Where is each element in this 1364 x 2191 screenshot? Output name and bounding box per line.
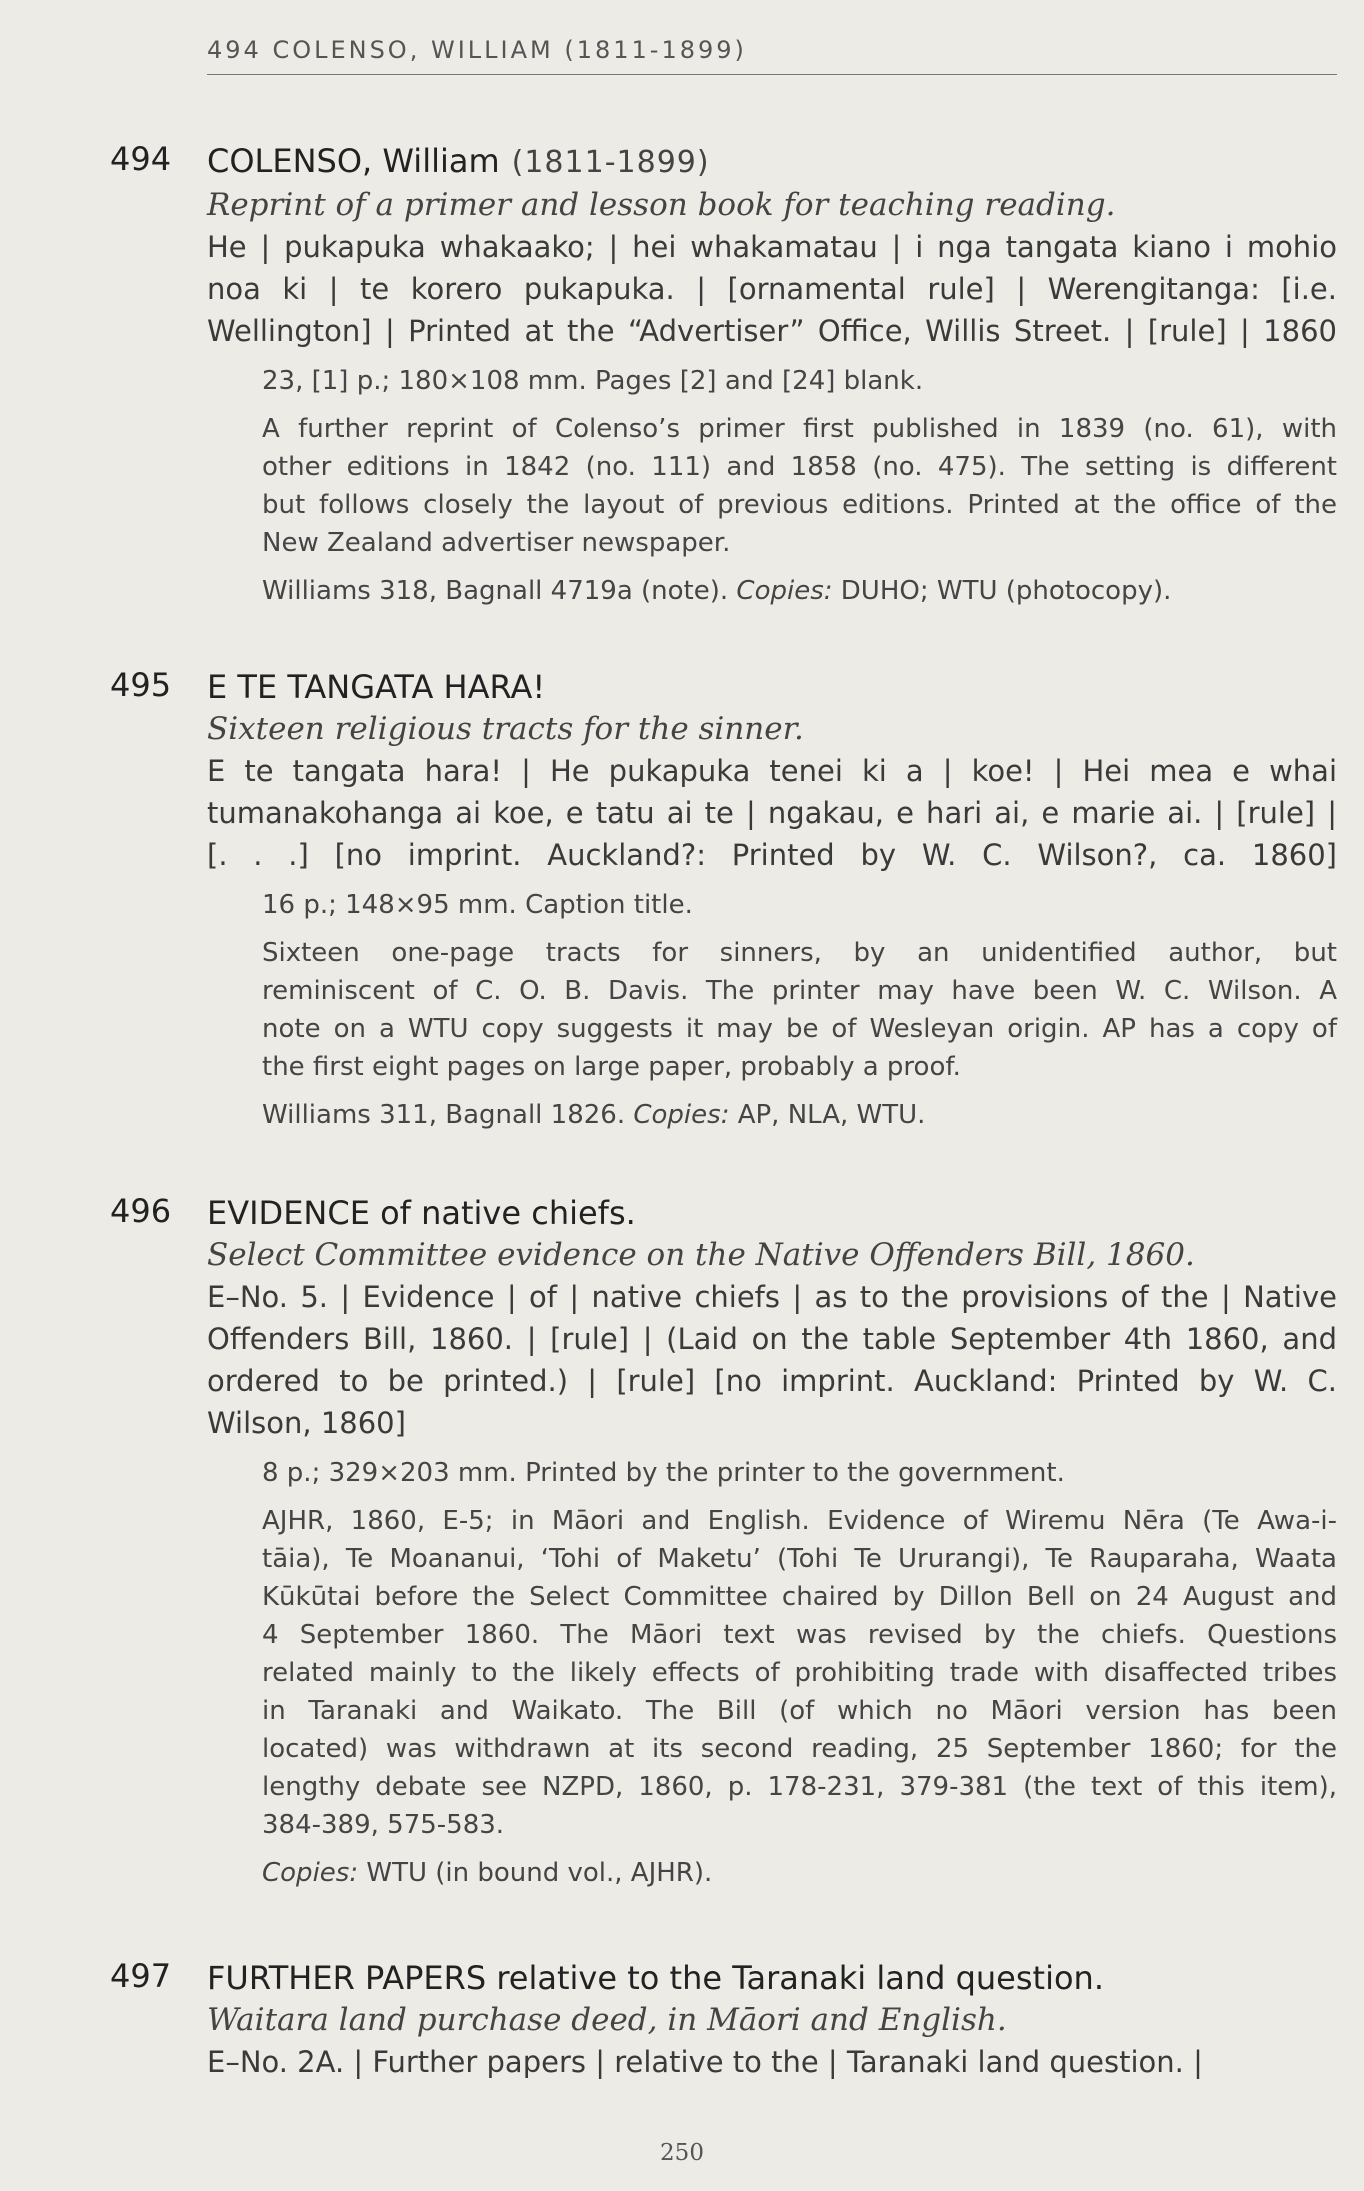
- entry-title: [207, 1192, 1337, 1234]
- transcription-line: Wellington] | Printed at the “Advertiser” Office, Willis Street. | [rule] | 1860: [207, 314, 1337, 348]
- entry-body: [207, 140, 1337, 620]
- transcription-line: E–No. 2A. | Further papers | relative to the | Taranaki land question. |: [207, 2045, 1203, 2079]
- entry-number: 497: [110, 1957, 172, 1995]
- note-line: Kūkūtai before the Select Committee chaired by Dillon Bell on 24 August and: [262, 1582, 1337, 1612]
- note-line: lengthy debate see NZPD, 1860, p. 178-231, 379-381 (the text of this item),: [262, 1772, 1337, 1802]
- entry-subtitle: Reprint of a primer and lesson book for teaching reading.: [207, 187, 1116, 223]
- entry-body: [207, 1192, 1337, 1902]
- copies-label: Copies:: [262, 1858, 359, 1888]
- entry-subtitle: Select Committee evidence on the Native Offenders Bill, 1860.: [207, 1237, 1195, 1273]
- bibliographic-note: [262, 934, 1337, 1086]
- note-line: tāia), Te Moananui, ‘Tohi of Maketu’ (Tohi Te Ururangi), Te Rauparaha, Waata: [262, 1544, 1337, 1574]
- note-line: A further reprint of Colenso’s primer first published in 1839 (no. 61), with: [262, 414, 1337, 444]
- page-number: 250: [660, 2140, 704, 2166]
- entry-notes: [262, 362, 1337, 610]
- note-line: reminiscent of C. O. B. Davis. The printer may have been W. C. Wilson. A: [262, 976, 1337, 1006]
- note-line: the first eight pages on large paper, probably a proof.: [262, 1052, 961, 1082]
- transcription-line: E te tangata hara! | He pukapuka tenei ki a | koe! | Hei mea e whai: [207, 754, 1337, 788]
- note-line: other editions in 1842 (no. 111) and 1858 (no. 475). The setting is different: [262, 452, 1337, 482]
- note-line: located) was withdrawn at its second reading, 25 September 1860; for the: [262, 1734, 1337, 1764]
- transcription-line: Offenders Bill, 1860. | [rule] | (Laid on the table September 4th 1860, and: [207, 1322, 1337, 1356]
- note-line: but follows closely the layout of previous editions. Printed at the office of the: [262, 490, 1337, 520]
- reference-list: Williams 311, Bagnall 1826.: [262, 1100, 626, 1130]
- copies-list: DUHO; WTU (photocopy).: [840, 576, 1172, 606]
- entry-notes: [262, 1454, 1337, 1892]
- note-line: Sixteen one-page tracts for sinners, by an unidentified author, but: [262, 938, 1337, 968]
- references: [262, 572, 1337, 610]
- copies-label: Copies:: [736, 576, 833, 606]
- running-head: 494 COLENSO, WILLIAM (1811-1899): [207, 36, 1337, 75]
- collation: 16 p.; 148×95 mm. Caption title.: [262, 890, 693, 920]
- collation: 23, [1] p.; 180×108 mm. Pages [2] and [24] blank.: [262, 366, 924, 396]
- entry-title-text: E TE TANGATA HARA!: [207, 668, 546, 706]
- copies-list: AP, NLA, WTU.: [737, 1100, 926, 1130]
- title-transcription: [207, 750, 1337, 876]
- transcription-line: Wilson, 1860]: [207, 1406, 406, 1440]
- title-transcription: [207, 2041, 1337, 2083]
- entry-title: [207, 666, 1337, 708]
- entry-title-text: FURTHER PAPERS relative to the Taranaki land question.: [207, 1959, 1104, 1997]
- copies-list: WTU (in bound vol., AJHR).: [366, 1858, 713, 1888]
- transcription-line: noa ki | te korero pukapuka. | [ornamental rule] | Werengitanga: [i.e.: [207, 272, 1337, 306]
- title-transcription: [207, 226, 1337, 352]
- transcription-line: tumanakohanga ai koe, e tatu ai te | ngakau, e hari ai, e marie ai. | [rule] |: [207, 796, 1337, 830]
- note-line: in Taranaki and Waikato. The Bill (of which no Māori version has been: [262, 1696, 1337, 1726]
- note-line: AJHR, 1860, E-5; in Māori and English. Evidence of Wiremu Nēra (Te Awa-i-: [262, 1506, 1337, 1536]
- entry-subtitle: Sixteen religious tracts for the sinner.: [207, 711, 804, 747]
- references: [262, 1096, 1337, 1134]
- entry-body: [207, 1957, 1337, 2083]
- entry-number: 495: [110, 666, 172, 704]
- bibliographic-note: [262, 410, 1337, 562]
- transcription-line: He | pukapuka whakaako; | hei whakamatau | i nga tangata kiano i mohio: [207, 230, 1337, 264]
- transcription-line: ordered to be printed.) | [rule] [no imprint. Auckland: Printed by W. C.: [207, 1364, 1337, 1398]
- note-line: New Zealand advertiser newspaper.: [262, 528, 731, 558]
- bibliographic-note: [262, 1502, 1337, 1844]
- transcription-line: E–No. 5. | Evidence | of | native chiefs | as to the provisions of the | Native: [207, 1280, 1337, 1314]
- entry-dates: (1811-1899): [511, 145, 710, 180]
- note-line: 4 September 1860. The Māori text was revised by the chiefs. Questions: [262, 1620, 1337, 1650]
- note-line: note on a WTU copy suggests it may be of Wesleyan origin. AP has a copy of: [262, 1014, 1337, 1044]
- entry-number: 496: [110, 1192, 172, 1230]
- entry-number: 494: [110, 140, 172, 178]
- copies-label: Copies:: [633, 1100, 730, 1130]
- entry-body: [207, 666, 1337, 1144]
- title-transcription: [207, 1276, 1337, 1444]
- entry-notes: [262, 886, 1337, 1134]
- entry-title: [207, 140, 1337, 184]
- note-line: related mainly to the likely effects of prohibiting trade with disaffected tribes: [262, 1658, 1337, 1688]
- collation: 8 p.; 329×203 mm. Printed by the printer to the government.: [262, 1458, 1065, 1488]
- transcription-line: [. . .] [no imprint. Auckland?: Printed by W. C. Wilson?, ca. 1860]: [207, 838, 1337, 872]
- note-line: 384-389, 575-583.: [262, 1810, 505, 1840]
- entry-title-text: EVIDENCE of native chiefs.: [207, 1194, 636, 1232]
- entry-title-text: COLENSO, William: [207, 142, 500, 180]
- entry-subtitle: Waitara land purchase deed, in Māori and English.: [207, 2002, 1007, 2038]
- reference-list: Williams 318, Bagnall 4719a (note).: [262, 576, 729, 606]
- entry-title: [207, 1957, 1337, 1999]
- references: [262, 1854, 1337, 1892]
